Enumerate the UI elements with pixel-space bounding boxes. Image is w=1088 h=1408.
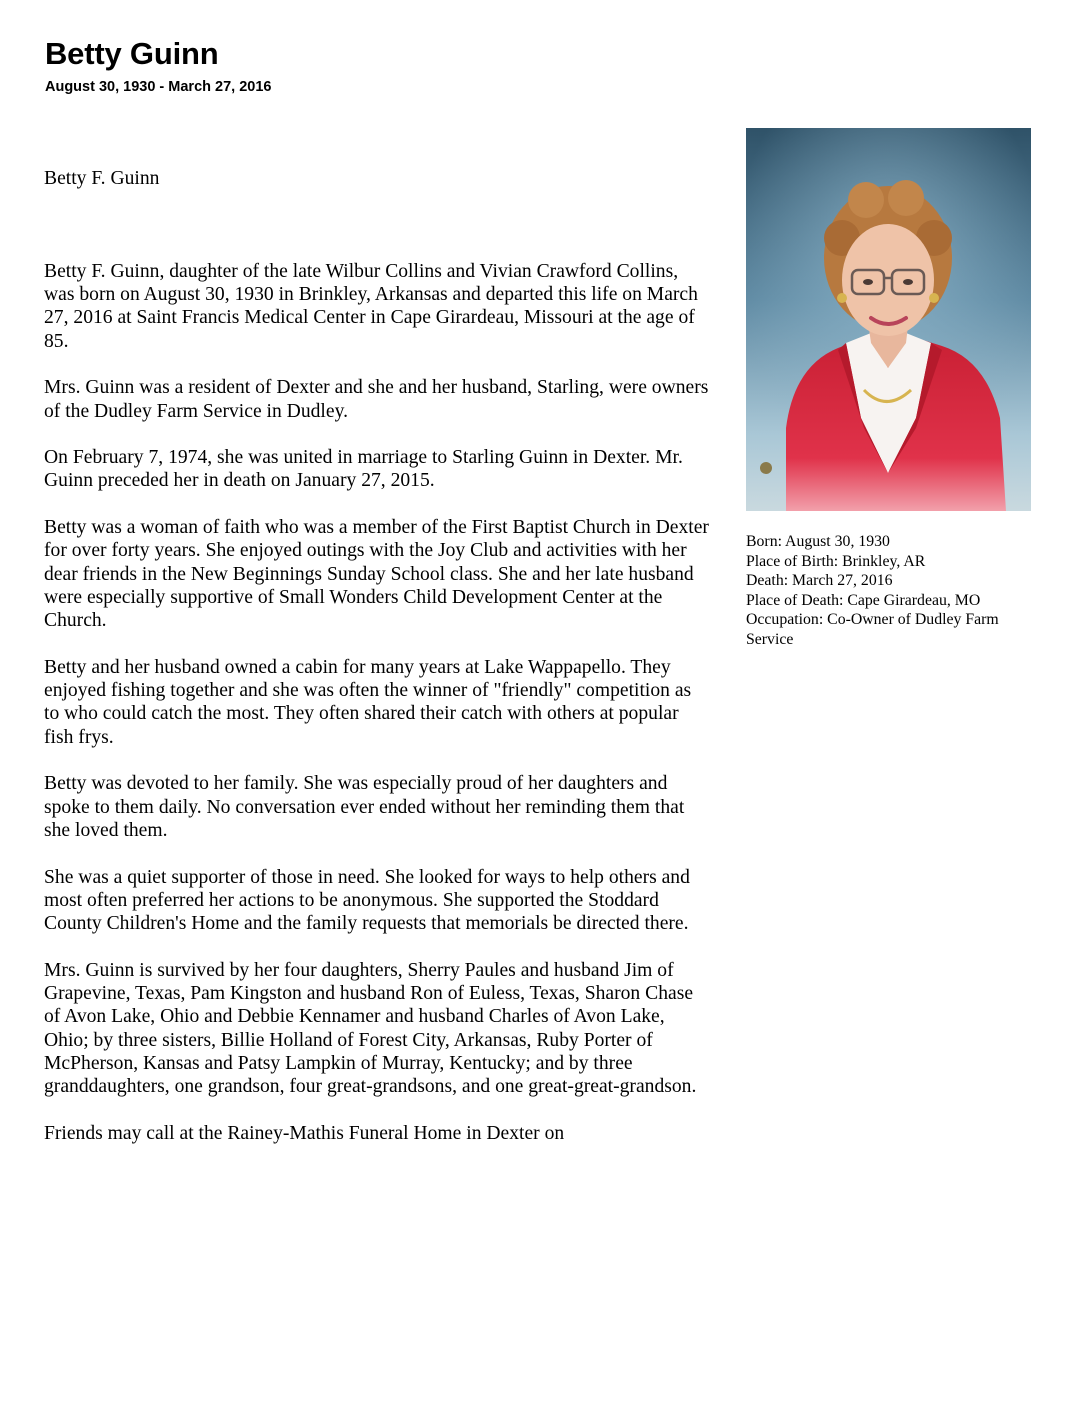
obituary-paragraph: She was a quiet supporter of those in need. She looked for ways to help others and most often preferred her actions to be anonymous. She supported the Stoddard County Children's Home and the family requests that memorials be directed there.: [44, 866, 690, 935]
obituary-paragraph: Mrs. Guinn is survived by her four daughters, Sherry Paules and husband Jim of Grapevine, Texas, Pam Kingston and husband Ron of Euless, Texas, Sharon Chase of Avon Lake, Ohio and Debbie Kennamer and husband Charles of Avon Lake, Ohio; by three sisters, Billie Holland of Forest City, Arkansas, Ruby Porter of McPherson, Kansas and Patsy Lampkin of Murray, Kentucky; and by three granddaughters, one grandson, four great-grandsons, and one great-great-grandson.: [44, 959, 697, 1098]
obituary-paragraph: Mrs. Guinn was a resident of Dexter and she and her husband, Starling, were owners of the Dudley Farm Service in Dudley.: [44, 377, 709, 422]
obituary-full-name: Betty F. Guinn: [44, 168, 160, 189]
vital-facts: [746, 532, 1046, 650]
fact-occupation: Occupation: Co-Owner of Dudley Farm Service: [746, 611, 999, 648]
obituary-paragraph: Betty and her husband owned a cabin for many years at Lake Wappapello. They enjoyed fishing together and she was often the winner of "friendly" competition as to who could catch the most. They often shared their catch with others at popular fish frys.: [44, 656, 692, 748]
obituary-paragraph: Friends may call at the Rainey-Mathis Funeral Home in Dexter on: [44, 1122, 565, 1144]
fact-place-of-birth: Place of Birth: Brinkley, AR: [746, 552, 926, 570]
obituary-paragraph: On February 7, 1974, she was united in marriage to Starling Guinn in Dexter. Mr. Guinn preceded her in death on January 27, 2015.: [44, 447, 683, 492]
portrait-photo: [746, 128, 1031, 511]
fact-death: Death: March 27, 2016: [746, 572, 893, 590]
obituary-body: [44, 167, 709, 1168]
obituary-paragraph: Betty F. Guinn, daughter of the late Wilbur Collins and Vivian Crawford Collins, was born on August 30, 1930 in Brinkley, Arkansas and departed this life on March 27, 2016 at Saint Francis Medical Center in Cape Girardeau, Missouri at the age of 85.: [44, 260, 698, 352]
obituary-paragraph: Betty was devoted to her family. She was especially proud of her daughters and spoke to them daily. No conversation ever ended without her reminding them that she loved them.: [44, 773, 685, 841]
fact-born: Born: August 30, 1930: [746, 533, 890, 550]
page-title: Betty Guinn: [45, 36, 219, 71]
obituary-paragraph: Betty was a woman of faith who was a member of the First Baptist Church in Dexter for over forty years. She enjoyed outings with the Joy Club and activities with her dear friends in the New Beginnings Sunday School class. She and her late husband were especially supportive of Small Wonders Child Development Center at the Church.: [44, 517, 709, 632]
fact-place-of-death: Place of Death: Cape Girardeau, MO: [746, 591, 981, 609]
life-dates: August 30, 1930 - March 27, 2016: [45, 79, 272, 95]
